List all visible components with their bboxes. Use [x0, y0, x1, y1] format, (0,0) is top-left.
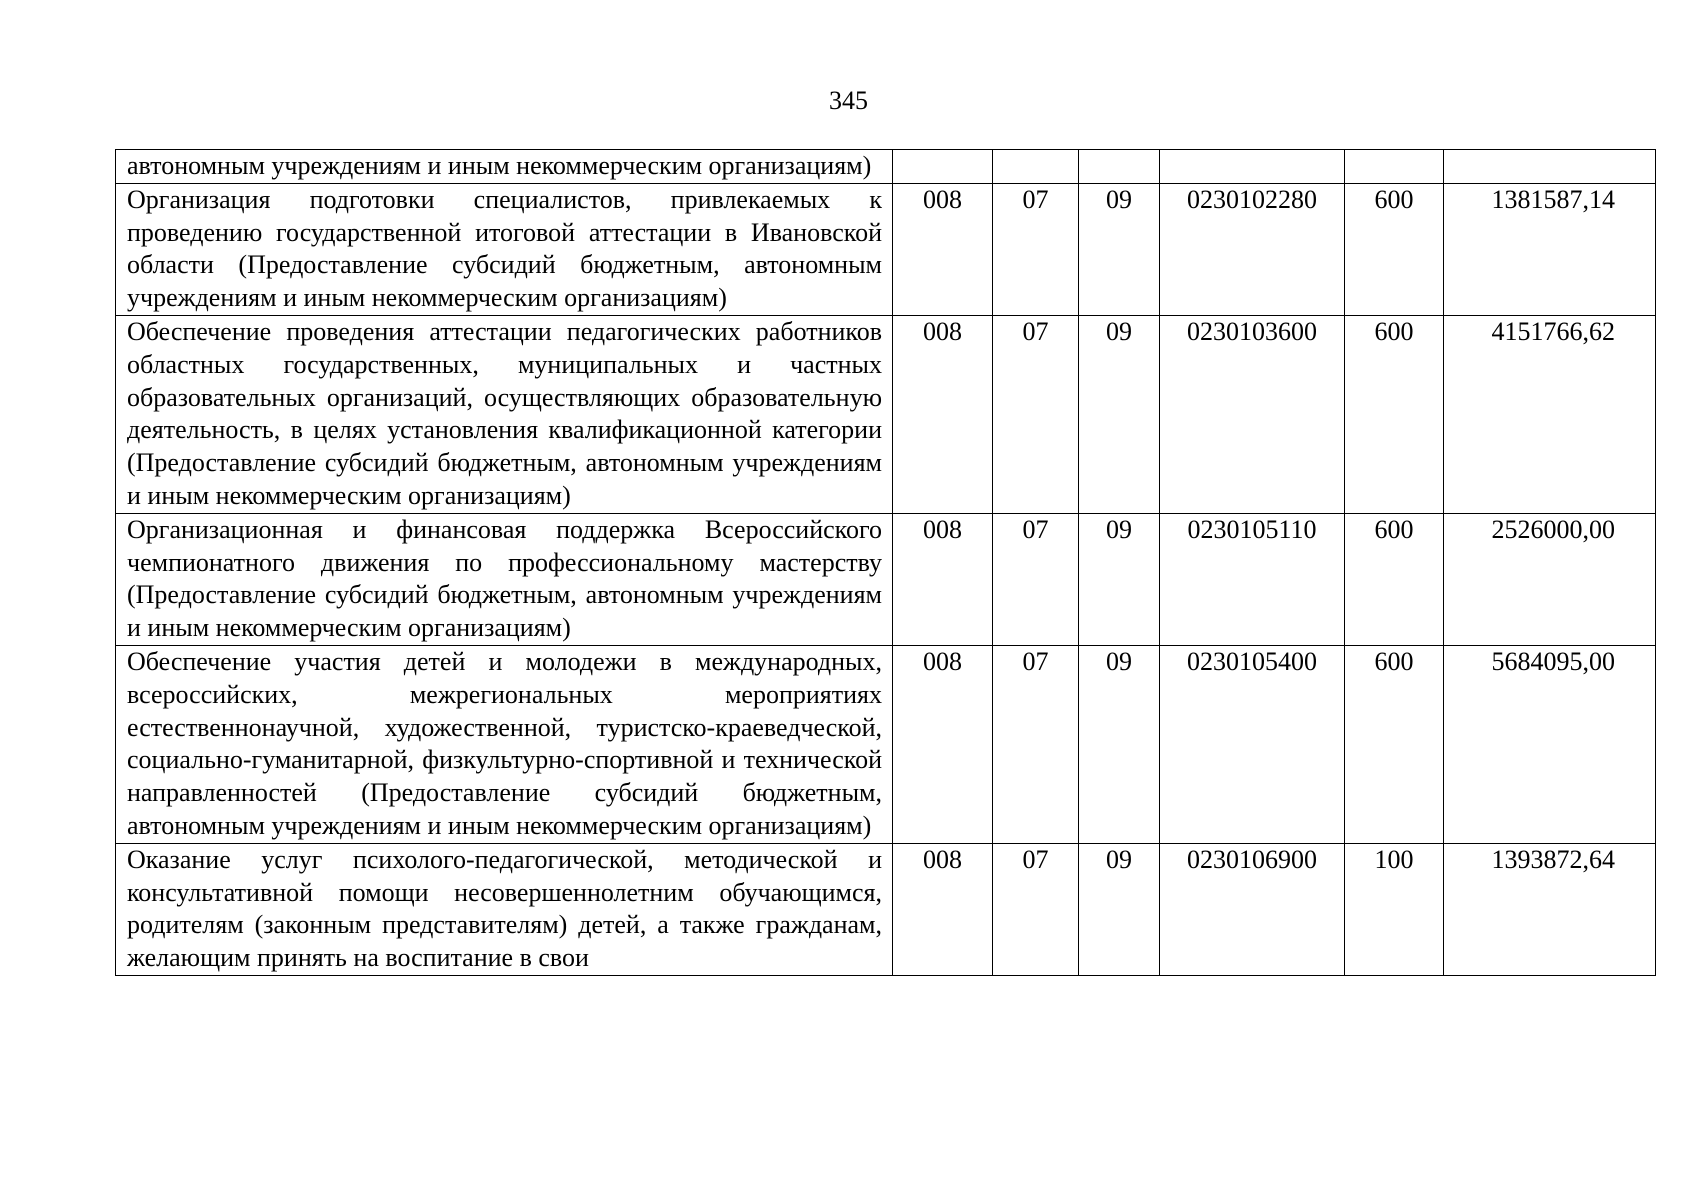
row-department-code: 008: [893, 513, 993, 645]
row-subsection-code: [1079, 150, 1160, 184]
table-row: [116, 315, 1656, 513]
row-department-code: 008: [893, 183, 993, 315]
row-section-code: 07: [993, 645, 1079, 843]
row-description: Обеспечение участия детей и молодежи в международных, всероссийских, межрегиональных мероприятиях естественнонаучной, художественной, туристско-краеведческой, социально-гуманитарной, физкультурно-спортивной и технической направленностей (Предоставление субсидий бюджетным, автономным учреждениям и иным некоммерческим организациям): [116, 645, 893, 843]
row-department-code: 008: [893, 843, 993, 975]
row-amount: 1381587,14: [1444, 183, 1656, 315]
row-subsection-code: 09: [1079, 843, 1160, 975]
row-description: Организационная и финансовая поддержка Всероссийского чемпионатного движения по профессиональному мастерству (Предоставление субсидий бюджетным, автономным учреждениям и иным некоммерческим организациям): [116, 513, 893, 645]
row-section-code: [993, 150, 1079, 184]
row-target-article-code: 0230105110: [1160, 513, 1345, 645]
row-department-code: [893, 150, 993, 184]
row-subsection-code: 09: [1079, 645, 1160, 843]
row-expense-type-code: [1345, 150, 1444, 184]
row-department-code: 008: [893, 645, 993, 843]
row-description: Организация подготовки специалистов, привлекаемых к проведению государственной итоговой аттестации в Ивановской области (Предоставление субсидий бюджетным, автономным учреждениям и иным некоммерческим организациям): [116, 183, 893, 315]
row-subsection-code: 09: [1079, 315, 1160, 513]
table-row: [116, 843, 1656, 975]
row-section-code: 07: [993, 843, 1079, 975]
row-section-code: 07: [993, 183, 1079, 315]
row-subsection-code: 09: [1079, 183, 1160, 315]
row-amount: 2526000,00: [1444, 513, 1656, 645]
row-amount: 5684095,00: [1444, 645, 1656, 843]
row-description: Обеспечение проведения аттестации педагогических работников областных государственных, муниципальных и частных образовательных организаций, осуществляющих образовательную деятельность, в целях установления квалификационной категории (Предоставление субсидий бюджетным, автономным учреждениям и иным некоммерческим организациям): [116, 315, 893, 513]
row-amount: 4151766,62: [1444, 315, 1656, 513]
row-section-code: 07: [993, 315, 1079, 513]
budget-table: [115, 149, 1656, 976]
row-section-code: 07: [993, 513, 1079, 645]
row-expense-type-code: 600: [1345, 513, 1444, 645]
table-row: [116, 513, 1656, 645]
row-department-code: 008: [893, 315, 993, 513]
row-target-article-code: 0230102280: [1160, 183, 1345, 315]
row-target-article-code: 0230103600: [1160, 315, 1345, 513]
row-amount: 1393872,64: [1444, 843, 1656, 975]
row-subsection-code: 09: [1079, 513, 1160, 645]
row-target-article-code: 0230105400: [1160, 645, 1345, 843]
row-expense-type-code: 600: [1345, 315, 1444, 513]
row-expense-type-code: 600: [1345, 645, 1444, 843]
table-row: [116, 183, 1656, 315]
row-target-article-code: 0230106900: [1160, 843, 1345, 975]
row-description: автономным учреждениям и иным некоммерческим организациям): [116, 150, 893, 184]
row-expense-type-code: 600: [1345, 183, 1444, 315]
row-target-article-code: [1160, 150, 1345, 184]
row-description: Оказание услуг психолого-педагогической, методической и консультативной помощи несовершеннолетним обучающимся, родителям (законным представителям) детей, а также гражданам, желающим принять на воспитание в свои: [116, 843, 893, 975]
row-expense-type-code: 100: [1345, 843, 1444, 975]
page-number: 345: [829, 86, 868, 115]
row-amount: [1444, 150, 1656, 184]
table-row: [116, 150, 1656, 184]
table-row: [116, 645, 1656, 843]
